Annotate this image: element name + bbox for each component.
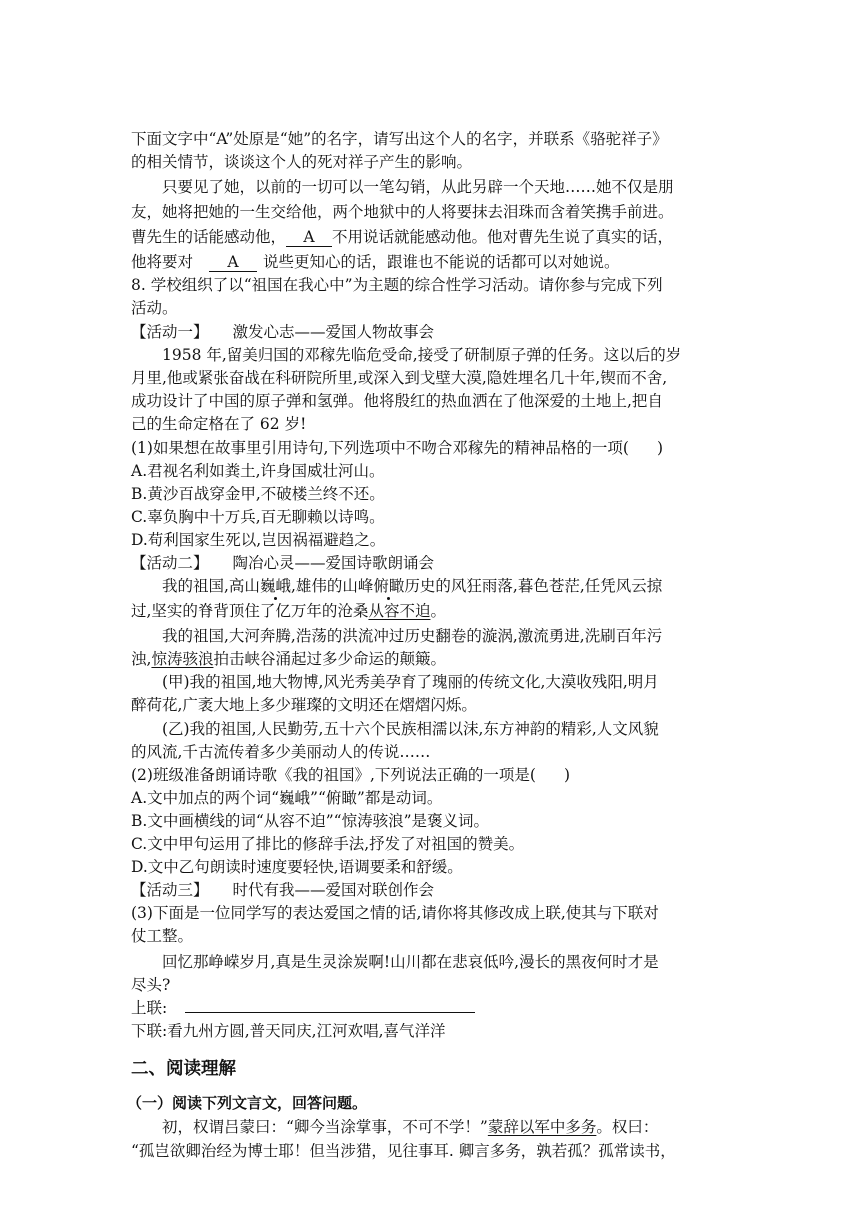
q1-option-c: C.辜负胸中十万兵,百无聊赖以诗鸣。	[131, 508, 385, 526]
poem-1b: ,雄伟的山峰	[290, 577, 374, 595]
q7-passage-line-2: 友，她将把她的一生交给他，两个地狱中的人将要抹去泪珠而含着笑携手前进。	[131, 203, 674, 221]
story-line-3: 成功设计了中国的原子弹和氢弹。他将殷红的热血洒在了他深爱的土地上,把自	[131, 392, 663, 410]
poem-line-1	[162, 575, 662, 597]
story-line-1: 1958 年,留美归国的邓稼先临危受命,接受了研制原子弹的任务。这以后的岁	[162, 346, 682, 364]
story-line-2: 月里,他或紧张奋战在科研院所里,或深入到戈壁大漠,隐姓埋名几十年,锲而不舍,	[131, 369, 668, 387]
q7-passage-line-3	[131, 226, 673, 248]
q2-stem	[131, 764, 570, 786]
poem-dotted-word-2: 俯瞰	[373, 577, 405, 595]
poem-1c: 历史的风狂雨落,暮色苍茫,任凭风云掠	[404, 577, 663, 595]
section-2-subheading: （一）阅读下列文言文，回答问题。	[127, 1094, 368, 1112]
activity-3-tag: 【活动三】	[131, 881, 209, 899]
poem-2b: 。	[430, 602, 446, 620]
q3-text-line-1: 回忆那峥嵘岁月,真是生灵涂炭啊!山川都在悲哀低吟,漫长的黑夜何时才是	[162, 953, 659, 971]
upper-couplet-line	[131, 997, 475, 1019]
poem-line-7: (乙)我的祖国,人民勤劳,五十六个民族相濡以沫,东方神韵的精彩,人文风貌	[162, 720, 659, 738]
classical-text-line-1	[162, 1116, 658, 1138]
classical-1a: 初，权谓吕蒙曰：“卿今当涂掌事，不可不学！”	[162, 1118, 488, 1136]
upper-couplet-label: 上联:	[131, 999, 168, 1017]
classical-text-line-2: “孤岂欲卿治经为博士耶！但当涉猎，见往事耳. 卿言多务，孰若孤？孤常读书，	[131, 1142, 676, 1160]
classical-underlined-phrase: 蒙辞以军中多务	[487, 1118, 597, 1136]
poem-2a: 过,坚实的脊背顶住了亿万年的沧桑	[131, 602, 369, 620]
poem-line-5: (甲)我的祖国,地大物博,风光秀美孕育了瑰丽的传统文化,大漠收残阳,明月	[162, 673, 659, 691]
q7-prompt-line-1: 下面文字中“A”处原是“她”的名字，请写出这个人的名字，并联系《骆驼祥子》	[131, 130, 668, 148]
q2-option-a: A.文中加点的两个词“巍峨”“俯瞰”都是动词。	[131, 789, 443, 807]
poem-line-3: 我的祖国,大河奔腾,浩荡的洪流冲过历史翻卷的漩涡,激流勇进,洗刷百年污	[162, 627, 663, 645]
poem-underlined-word-2: 惊涛骇浪	[151, 650, 214, 668]
activity-2-tag: 【活动二】	[131, 554, 209, 572]
q1-option-a: A.君视名利如粪土,许身国威壮河山。	[131, 462, 385, 480]
q1-option-b: B.黄沙百战穿金甲,不破楼兰终不还。	[131, 485, 385, 503]
lower-couplet: 下联:看九州方圆,普天同庆,江河欢唱,喜气洋洋	[131, 1022, 446, 1040]
q2-stem-close: )	[563, 766, 570, 784]
poem-line-4	[131, 648, 446, 670]
activity-3-title: 时代有我——爱国对联创作会	[232, 881, 435, 899]
q2-option-d: D.文中乙句朗读时速度要轻快,语调要柔和舒缓。	[131, 858, 463, 876]
poem-underlined-word-1: 从容不迫	[368, 602, 431, 620]
poem-1a: 我的祖国,高山	[162, 577, 260, 595]
q7-passage-4b: 说些更知心的话，跟谁也不能说的话都可以对她说。	[263, 253, 620, 271]
upper-couplet-answer-line	[185, 998, 475, 1013]
q7-prompt-line-2: 的相关情节，谈谈这个人的死对祥子产生的影响。	[131, 153, 473, 171]
poem-line-8: 的风流,千古流传着多少美丽动人的传说……	[131, 743, 431, 761]
q2-stem-text: (2)班级准备朗诵诗歌《我的祖国》,下列说法正确的一项是(	[131, 766, 536, 784]
poem-line-6: 醉荷花,广袤大地上多少璀璨的文明还在熠熠闪烁。	[131, 696, 477, 714]
q3-text-line-2: 尽头?	[131, 976, 171, 994]
poem-line-2	[131, 600, 446, 622]
poem-4b: 拍击峡谷涌起过多少命运的颠簸。	[213, 650, 446, 668]
poem-4a: 浊,	[131, 650, 152, 668]
activity-2-title: 陶冶心灵——爱国诗歌朗诵会	[232, 554, 435, 572]
q1-option-d: D.苟利国家生死以,岂因祸福避趋之。	[131, 531, 386, 549]
poem-dotted-word-1: 巍峨	[259, 577, 291, 595]
story-line-4: 己的生命定格在了 62 岁!	[131, 415, 307, 433]
q7-passage-line-4	[131, 251, 620, 273]
q1-stem	[131, 437, 663, 459]
q7-blank-a-2: A	[209, 253, 257, 272]
q7-passage-3b: 不用说话就能感动他。他对曹先生说了真实的话，	[332, 228, 674, 246]
activity-3-heading	[131, 879, 434, 901]
q7-passage-3a: 曹先生的话能感动他，	[131, 228, 287, 246]
q1-stem-text: (1)如果想在故事里引用诗句,下列选项中不吻合邓稼先的精神品格的一项(	[131, 439, 629, 457]
q7-passage-4a: 他将要对	[131, 253, 194, 271]
q2-option-c: C.文中甲句运用了排比的修辞手法,抒发了对祖国的赞美。	[131, 835, 525, 853]
activity-2-heading	[131, 552, 434, 574]
activity-1-tag: 【活动一】	[131, 323, 209, 341]
q1-stem-close: )	[656, 439, 663, 457]
q7-passage-line-1: 只要见了她，以前的一切可以一笔勾销，从此另辟一个天地……她不仅是朋	[162, 178, 674, 196]
section-2-title: 二、阅读理解	[131, 1059, 236, 1079]
q2-option-b: B.文中画横线的词“从容不迫”“惊涛骇浪”是褒义词。	[131, 812, 490, 830]
q3-stem-line-2: 仗工整。	[131, 927, 194, 945]
activity-1-title: 激发心志——爱国人物故事会	[232, 323, 435, 341]
q7-blank-a-1: A	[286, 228, 332, 247]
q8-intro-line-1: 8. 学校组织了以“祖国在我心中”为主题的综合性学习活动。请你参与完成下列	[131, 276, 663, 294]
q3-stem-line-1: (3)下面是一位同学写的表达爱国之情的话,请你将其修改成上联,使其与下联对	[131, 904, 659, 922]
activity-1-heading	[131, 321, 434, 343]
q8-intro-line-2: 活动。	[131, 299, 178, 317]
classical-1b: 。权曰：	[596, 1118, 659, 1136]
